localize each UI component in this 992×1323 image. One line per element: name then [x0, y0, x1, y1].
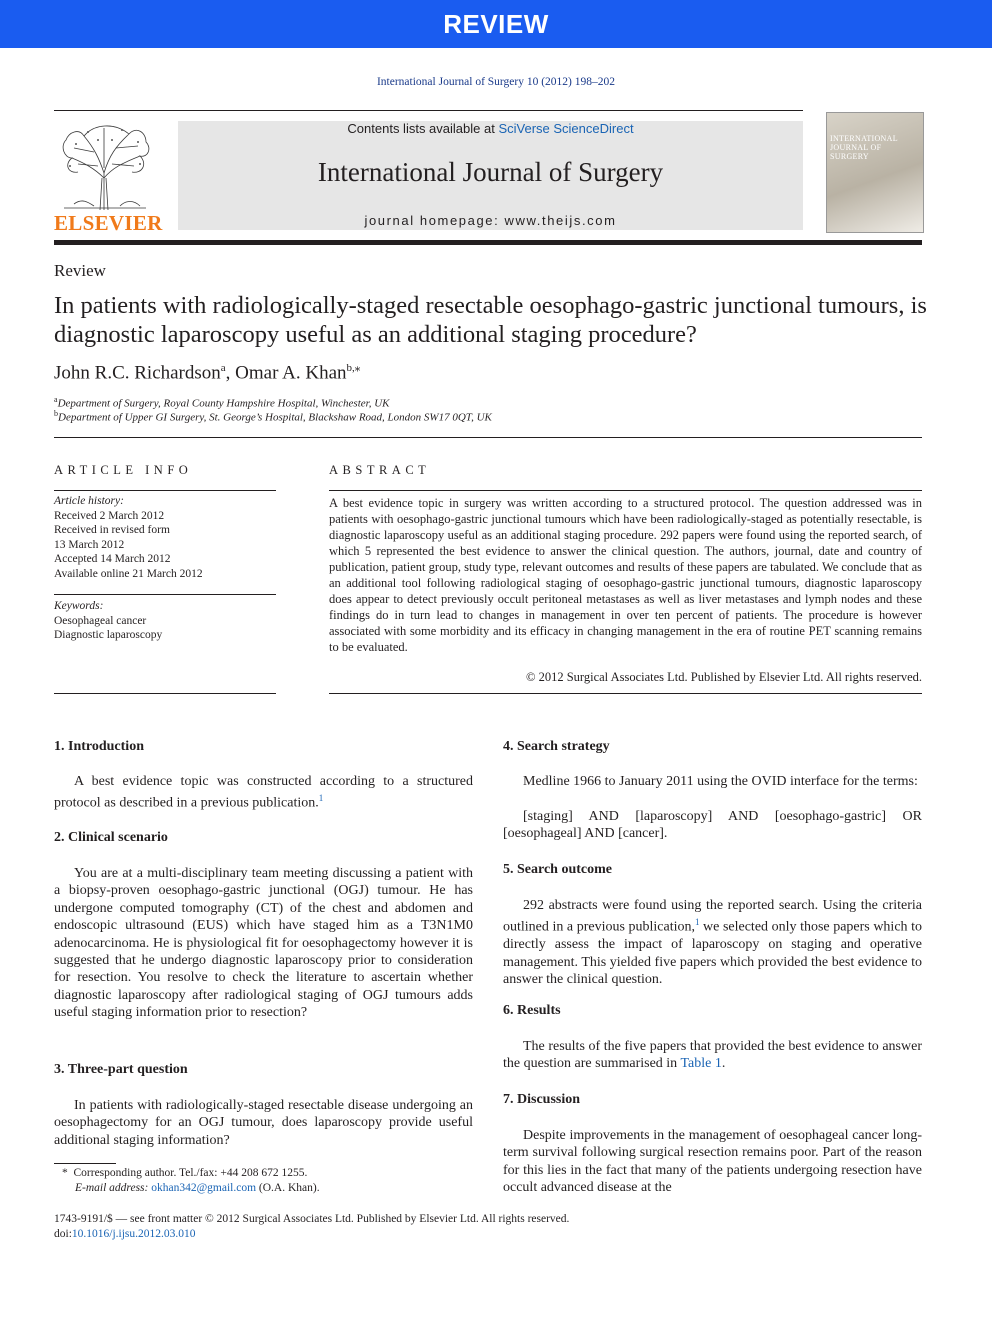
- article-type: Review: [54, 261, 106, 280]
- section-heading-results: 6. Results: [503, 1003, 561, 1018]
- header-thick-rule: [54, 240, 922, 245]
- introduction-paragraph: [54, 773, 473, 812]
- affiliation-sup: b: [54, 409, 58, 418]
- citation-link[interactable]: 1: [318, 793, 324, 804]
- three-part-question-paragraph: In patients with radiologically-staged resectable disease undergoing an oesophagectomy for an OGJ tumour, does laparoscopy provide useful additional staging information?: [54, 1098, 473, 1148]
- affiliation-b: [54, 409, 492, 424]
- history-item: Received in revised form: [54, 524, 170, 536]
- article-title: In patients with radiologically-staged resectable oesophago-gastric junctional tumours, is diagnostic laparoscopy useful as an additional staging procedure?: [54, 292, 927, 348]
- history-item: 13 March 2012: [54, 538, 125, 551]
- contents-prefix: Contents lists available at: [347, 121, 495, 136]
- author-name[interactable]: Omar A. Khan: [235, 362, 347, 384]
- history-item: Received 2 March 2012: [54, 509, 165, 522]
- footnote-marker: *: [62, 1167, 68, 1179]
- results-paragraph: [503, 1038, 922, 1073]
- journal-reference-link[interactable]: International Journal of Surgery 10 (2012) 198–202: [376, 76, 616, 88]
- search-strategy-paragraph: Medline 1966 to January 2011 using the OVID interface for the terms:: [523, 774, 918, 789]
- email-suffix: (O.A. Khan).: [258, 1182, 320, 1194]
- keywords-label: Keywords:: [54, 600, 104, 612]
- affiliation-text: Department of Surgery, Royal County Hampshire Hospital, Winchester, UK: [57, 397, 390, 410]
- author-list: [54, 361, 360, 384]
- cover-line-2: JOURNAL OF SURGERY: [830, 143, 882, 161]
- abstract-bottom-rule: [329, 693, 922, 694]
- corresponding-author-footnote: [62, 1166, 482, 1196]
- keyword: Oesophageal cancer: [54, 614, 147, 627]
- history-label: Article history:: [54, 495, 124, 507]
- page-footer: [54, 1212, 924, 1242]
- cover-line-1: INTERNATIONAL: [830, 134, 898, 143]
- table-1-link[interactable]: Table 1: [680, 1056, 722, 1072]
- abstract-text: A best evidence topic in surgery was written according to a structured protocol. The question addressed was in patients with oesophago-gastric junctional tumours which have been radiologically-staged as potentially resectable, is diagnostic laparoscopy useful as an additional staging procedure. 292 papers were found using the reported search, of which 5 represented the best evidence to answer the clinical question. The authors, journal, date and country of publication, patient group, study type, relevant outcomes and results of these papers are tabulated. We conclude that as an additional tool following radiological staging of oesophago-gastric junctional tumours, diagnostic laparoscopy does appear to detect previously occult peritoneal metastases as well as liver metastases and lymph nodes and these findings do in turn lead to changes in management in over ten percent of patients. The procedure is however associated with some morbidity and its efficacy in changing management in the era of routine PET scanning remains to be evaluated.: [329, 496, 922, 654]
- footnote-rule: [54, 1163, 116, 1164]
- abstract-rule: [329, 490, 922, 491]
- abstract-copyright: © 2012 Surgical Associates Ltd. Published by Elsevier Ltd. All rights reserved.: [525, 670, 922, 684]
- author-separator: ,: [225, 362, 231, 384]
- tree-icon: [54, 118, 156, 213]
- affiliation-sup: a: [54, 395, 58, 404]
- search-outcome-text: we selected only those papers which to directly assess the impact of laparoscopy on staging and operative management. This yielded five papers which provided the best evidence to answer the clinical question.: [503, 920, 922, 988]
- issn-line: 1743-9191/$ — see front matter © 2012 Surgical Associates Ltd. Published by Elsevier Ltd. All rights reserved.: [54, 1213, 570, 1225]
- discussion-paragraph: Despite improvements in the management of oesophageal cancer long-term survival following surgical resection remains poor. Part of the reason for this lies in the fact that many of the patients undergoing resection have occult advanced disease at the: [503, 1128, 922, 1196]
- abstract-heading: ABSTRACT: [329, 463, 431, 477]
- article-info-bottom-rule: [54, 693, 276, 694]
- search-terms-paragraph: [staging] AND [laparoscopy] AND [oesophago-gastric] OR [oesophageal] AND [cancer].: [503, 809, 922, 842]
- section-heading-introduction: 1. Introduction: [54, 739, 144, 754]
- author-name[interactable]: John R.C. Richardson: [54, 362, 221, 384]
- contents-line: [178, 121, 803, 136]
- section-heading-three-part-question: 3. Three-part question: [54, 1062, 188, 1077]
- keywords: [54, 599, 276, 643]
- results-text: The results of the five papers that provided the best evidence to answer the question are summarised in: [503, 1039, 922, 1072]
- review-banner: REVIEW: [0, 0, 992, 48]
- sciencedirect-link[interactable]: SciVerse ScienceDirect: [498, 121, 634, 136]
- doi-link[interactable]: 10.1016/j.ijsu.2012.03.010: [71, 1228, 196, 1240]
- clinical-scenario-paragraph: You are at a multi-disciplinary team meeting discussing a patient with a biopsy-proven oesophago-gastric junctional (OGJ) tumour. He has undergone computed tomography (CT) of the chest and abdomen and endoscopic ultrasound (EUS) which have staged him as a T3N1M0 adenocarcinoma. He is physiological fit for oesophagectomy however it is suggested that he undergo diagnostic laparoscopy prior to consideration for resection. You resolve to check the literature to ascertain whether diagnostic laparoscopy after radiological staging of OGJ tumours adds useful staging information prior to resection?: [54, 866, 473, 1021]
- affiliation-marker[interactable]: b,⁎: [346, 362, 361, 374]
- section-heading-search-strategy: 4. Search strategy: [503, 739, 610, 754]
- article-info-heading: ARTICLE INFO: [54, 463, 193, 477]
- doi-label: doi:: [54, 1228, 72, 1240]
- affiliation-text: Department of Upper GI Surgery, St. George’s Hospital, Blackshaw Road, London SW17 0QT, UK: [58, 411, 492, 424]
- cover-title: [830, 134, 920, 161]
- history-item: Available online 21 March 2012: [54, 567, 203, 580]
- keywords-rule: [54, 594, 276, 595]
- article-history: [54, 494, 276, 581]
- article-info-rule: [54, 490, 276, 491]
- section-heading-discussion: 7. Discussion: [503, 1092, 581, 1107]
- section-heading-search-outcome: 5. Search outcome: [503, 862, 612, 877]
- introduction-text: A best evidence topic was constructed according to a structured protocol as described in a previous publication.: [54, 774, 473, 812]
- search-outcome-text: 292 abstracts were found using the reported search. Using the criteria outlined in a previous publication,: [503, 898, 922, 936]
- header-top-rule: [54, 110, 803, 111]
- journal-title: International Journal of Surgery: [317, 157, 664, 187]
- elsevier-wordmark: ELSEVIER: [54, 211, 163, 235]
- search-outcome-paragraph: [503, 897, 922, 989]
- footnote-corresponding: Corresponding author. Tel./fax: +44 208 672 1255.: [73, 1167, 308, 1179]
- keyword: Diagnostic laparoscopy: [54, 629, 163, 641]
- affiliation-rule: [54, 437, 922, 438]
- results-text: .: [721, 1056, 726, 1072]
- citation-link[interactable]: 1: [694, 917, 700, 928]
- history-item: Accepted 14 March 2012: [54, 553, 171, 565]
- journal-homepage-link[interactable]: journal homepage: www.theijs.com: [364, 213, 617, 228]
- journal-cover-image[interactable]: [826, 112, 924, 233]
- section-heading-clinical-scenario: 2. Clinical scenario: [54, 830, 168, 845]
- affiliation-a: [54, 395, 389, 410]
- email-label: E-mail address:: [75, 1182, 149, 1194]
- author-email-link[interactable]: okhan342@gmail.com: [151, 1182, 257, 1194]
- affiliation-marker[interactable]: a: [220, 362, 226, 374]
